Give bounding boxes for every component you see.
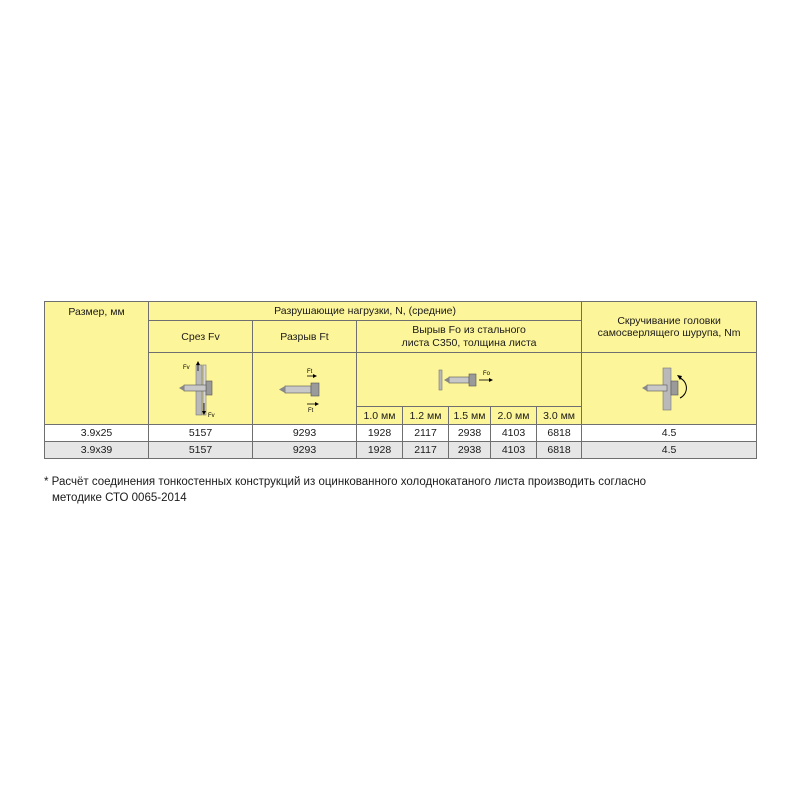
row-pullout-4: 4103 <box>491 442 537 459</box>
tension-diagram-cell <box>253 353 357 425</box>
torque-diagram-cell <box>582 353 757 425</box>
tension-header: Разрыв Ft <box>253 321 357 353</box>
tension-icon-label-bottom: Ft <box>307 407 313 414</box>
shear-icon-label-bottom: Fv <box>207 412 215 419</box>
row-torque: 4.5 <box>582 442 757 459</box>
shear-header: Срез Fv <box>149 321 253 353</box>
thickness-5: 3.0 мм <box>537 407 582 425</box>
row-torque: 4.5 <box>582 425 757 442</box>
row-pullout-2: 2117 <box>403 442 449 459</box>
pullout-header-line2: листа С350, толщина листа <box>401 336 537 349</box>
row-pullout-4: 4103 <box>491 425 537 442</box>
row-tension: 9293 <box>253 425 357 442</box>
torque-header-line1: Скручивание головки <box>617 315 721 327</box>
row-shear: 5157 <box>149 442 253 459</box>
row-shear: 5157 <box>149 425 253 442</box>
size-header: Размер, мм <box>45 302 149 425</box>
row-size: 3.9x39 <box>45 442 149 459</box>
pullout-header <box>357 321 582 353</box>
row-pullout-1: 1928 <box>357 442 403 459</box>
row-pullout-1: 1928 <box>357 425 403 442</box>
table-row <box>45 425 757 442</box>
tension-icon-label-top: Ft <box>306 368 312 375</box>
loads-header: Разрушающие нагрузки, N, (средние) <box>149 302 582 321</box>
pullout-screw-icon <box>429 360 509 400</box>
thickness-1: 1.0 мм <box>357 407 403 425</box>
footnote-line2: методике СТО 0065-2014 <box>52 492 187 504</box>
row-pullout-5: 6818 <box>537 425 582 442</box>
pullout-icon-label: Fo <box>483 370 491 377</box>
table-row <box>45 442 757 459</box>
row-pullout-5: 6818 <box>537 442 582 459</box>
thickness-3: 1.5 мм <box>449 407 491 425</box>
thickness-2: 1.2 мм <box>403 407 449 425</box>
thickness-4: 2.0 мм <box>491 407 537 425</box>
row-pullout-2: 2117 <box>403 425 449 442</box>
shear-icon-label-top: Fv <box>182 364 190 371</box>
pullout-header-line1: Вырыв Fo из стального <box>412 323 526 336</box>
shear-screw-icon <box>176 359 226 419</box>
shear-diagram-cell <box>149 353 253 425</box>
row-pullout-3: 2938 <box>449 442 491 459</box>
pullout-diagram-cell <box>357 353 582 407</box>
row-size: 3.9x25 <box>45 425 149 442</box>
footnote <box>44 474 756 506</box>
torque-screw-icon <box>639 364 699 414</box>
row-pullout-3: 2938 <box>449 425 491 442</box>
footnote-line1: * Расчёт соединения тонкостенных конструкций из оцинкованного холоднокатаного листа производить согласно <box>44 476 647 488</box>
torque-header-line2: самосверлящего шурупа, Nm <box>597 327 741 339</box>
torque-header <box>582 302 757 353</box>
tension-screw-icon <box>275 364 335 414</box>
fastener-load-table <box>44 301 757 459</box>
row-tension: 9293 <box>253 442 357 459</box>
